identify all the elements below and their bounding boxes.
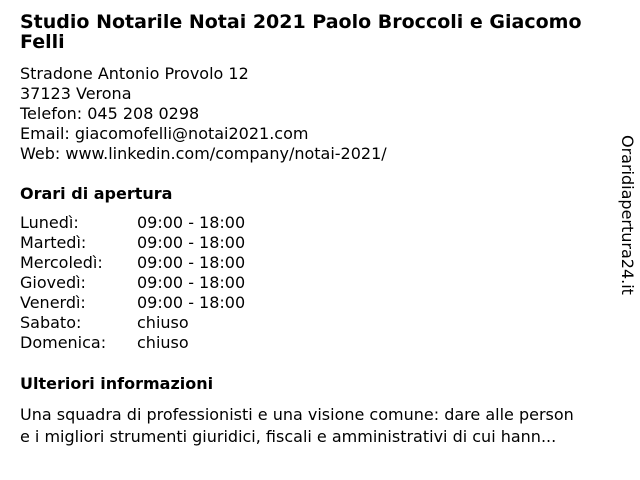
contact-block	[20, 64, 387, 164]
hours-row-wednesday	[20, 253, 245, 273]
hours-time: 09:00 - 18:00	[137, 293, 246, 312]
watermark-site-label: Oraridiapertura24.it	[618, 135, 637, 295]
opening-hours-table	[20, 213, 245, 353]
address-street: Stradone Antonio Provolo 12	[20, 64, 249, 83]
hours-row-monday	[20, 213, 245, 233]
hours-time: chiuso	[137, 333, 189, 352]
description-text	[20, 404, 610, 448]
hours-row-friday	[20, 293, 245, 313]
further-info-heading: Ulteriori informazioni	[20, 374, 214, 393]
phone-number: Telefon: 045 208 0298	[20, 104, 200, 123]
hours-time: chiuso	[137, 313, 189, 332]
hours-time: 09:00 - 18:00	[137, 213, 246, 232]
hours-day: Sabato:	[20, 313, 82, 332]
hours-row-saturday	[20, 313, 245, 333]
email-address: Email: giacomofelli@notai2021.com	[20, 124, 309, 143]
hours-day: Giovedì:	[20, 273, 86, 292]
hours-time: 09:00 - 18:00	[137, 253, 246, 272]
page-title: Studio Notarile Notai 2021 Paolo Broccoli e Giacomo Felli	[20, 11, 582, 53]
address-city: 37123 Verona	[20, 84, 132, 103]
hours-time: 09:00 - 18:00	[137, 273, 246, 292]
hours-day: Lunedì:	[20, 213, 79, 232]
hours-row-sunday	[20, 333, 245, 353]
hours-day: Mercoledì:	[20, 253, 103, 272]
opening-hours-heading: Orari di apertura	[20, 184, 173, 203]
description-line: Una squadra di professionisti e una visione comune: dare alle person	[20, 405, 574, 424]
hours-day: Venerdì:	[20, 293, 86, 312]
website-url: Web: www.linkedin.com/company/notai-2021/	[20, 144, 387, 163]
hours-day: Martedì:	[20, 233, 87, 252]
hours-row-thursday	[20, 273, 245, 293]
hours-day: Domenica:	[20, 333, 107, 352]
description-line: e i migliori strumenti giuridici, fiscali e amministrativi di cui hann...	[20, 427, 557, 446]
hours-row-tuesday	[20, 233, 245, 253]
hours-time: 09:00 - 18:00	[137, 233, 246, 252]
